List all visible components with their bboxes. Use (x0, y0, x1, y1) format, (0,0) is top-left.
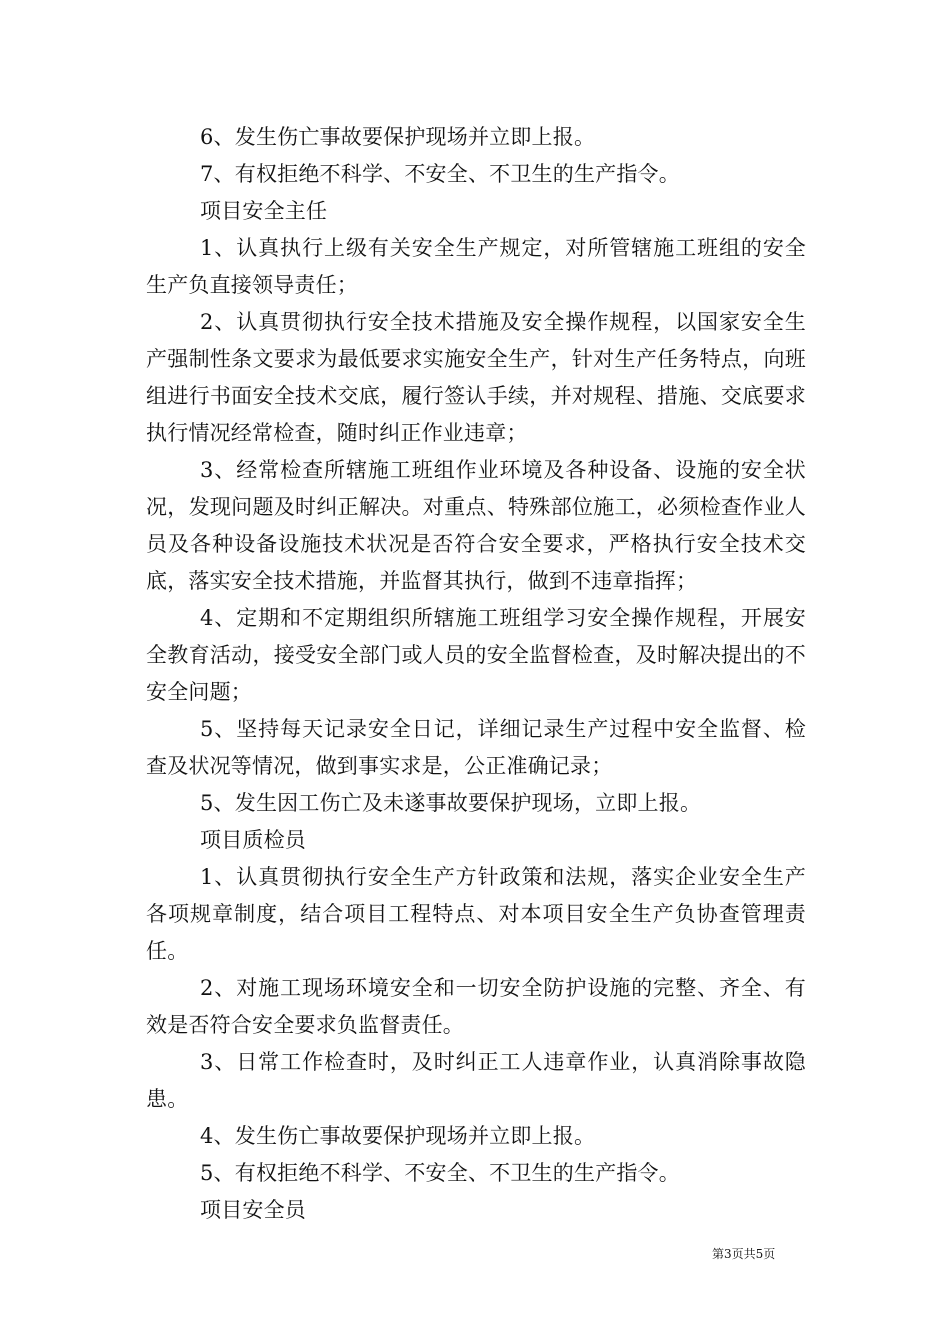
paragraph-6: 4、定期和不定期组织所辖施工班组学习安全操作规程，开展安全教育活动，接受安全部门或人员的安全监督检查，及时解决提出的不安全问题； (146, 606, 806, 704)
paragraph-12: 4、发生伤亡事故要保护现场并立即上报。 (200, 1124, 596, 1148)
paragraph-7: 5、坚持每天记录安全日记，详细记录生产过程中安全监督、检查及状况等情况，做到事实求是，公正准确记录； (146, 717, 806, 778)
section-heading-quality-inspector: 项目质检员 (200, 828, 306, 852)
paragraph-13: 5、有权拒绝不科学、不安全、不卫生的生产指令。 (200, 1161, 680, 1185)
paragraph-1: 6、发生伤亡事故要保护现场并立即上报。 (200, 125, 596, 149)
paragraph-9: 1、认真贯彻执行安全生产方针政策和法规，落实企业安全生产各项规章制度，结合项目工程特点、对本项目安全生产负协查管理责任。 (146, 865, 806, 963)
paragraph-4: 2、认真贯彻执行安全技术措施及安全操作规程，以国家安全生产强制性条文要求为最低要求实施安全生产，针对生产任务特点，向班组进行书面安全技术交底，履行签认手续，并对规程、措施、交底要求执行情况经常检查，随时纠正作业违章； (146, 310, 806, 445)
paragraph-8: 5、发生因工伤亡及未遂事故要保护现场，立即上报。 (200, 791, 702, 815)
paragraph-5: 3、经常检查所辖施工班组作业环境及各种设备、设施的安全状况，发现问题及时纠正解决。对重点、特殊部位施工，必须检查作业人员及各种设备设施技术状况是否符合安全要求，严格执行安全技术交底，落实安全技术措施，并监督其执行，做到不违章指挥； (146, 458, 806, 593)
paragraph-3: 1、认真执行上级有关安全生产规定，对所管辖施工班组的安全生产负直接领导责任； (146, 236, 806, 297)
paragraph-11: 3、日常工作检查时，及时纠正工人违章作业，认真消除事故隐患。 (146, 1050, 806, 1111)
page-number: 第3页共5页 (712, 1247, 776, 1261)
document-body (146, 119, 806, 1229)
paragraph-10: 2、对施工现场环境安全和一切安全防护设施的完整、齐全、有效是否符合安全要求负监督责任。 (146, 976, 806, 1037)
paragraph-2: 7、有权拒绝不科学、不安全、不卫生的生产指令。 (200, 162, 680, 186)
section-heading-safety-officer: 项目安全员 (200, 1198, 306, 1222)
section-heading-safety-director: 项目安全主任 (200, 199, 328, 223)
